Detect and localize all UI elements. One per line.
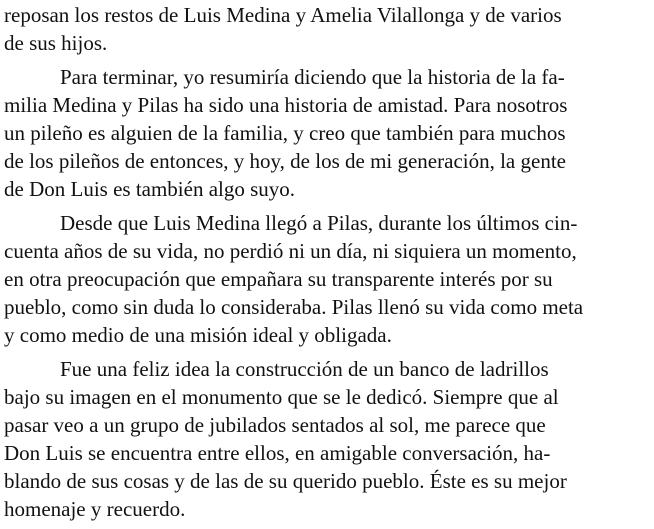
text-line: blando de sus cosas y de las de su querido pueblo. Éste es su mejor [4, 469, 567, 493]
text-line: reposan los restos de Luis Medina y Amelia Vilallonga y de varios [4, 3, 562, 27]
text-line: de Don Luis es también algo suyo. [4, 177, 296, 201]
text-line: de los pileños de entonces, y hoy, de los de mi generación, la gente [4, 149, 566, 173]
text-line: Don Luis se encuentra entre ellos, en amigable conversación, ha- [4, 441, 551, 465]
paragraph-first-line: Fue una feliz idea la construcción de un banco de ladrillos [60, 357, 549, 381]
text-line: un pileño es alguien de la familia, y creo que también para muchos [4, 121, 566, 145]
text-line: homenaje y recuerdo. [4, 497, 186, 521]
text-line: de sus hijos. [4, 31, 108, 55]
text-line: y como medio de una misión ideal y obligada. [4, 323, 392, 347]
text-line: cuenta años de su vida, no perdió ni un día, ni siquiera un momento, [4, 239, 577, 263]
text-line: bajo su imagen en el monumento que se le dedicó. Siempre que al [4, 385, 559, 409]
text-line: milia Medina y Pilas ha sido una historia de amistad. Para nosotros [4, 93, 568, 117]
paragraph-first-line: Para terminar, yo resumiría diciendo que la historia de la fa- [60, 65, 565, 89]
text-line: pueblo, como sin duda lo consideraba. Pilas llenó su vida como meta [4, 295, 584, 319]
paragraph-first-line: Desde que Luis Medina llegó a Pilas, durante los últimos cin- [60, 211, 578, 235]
text-line: pasar veo a un grupo de jubilados sentados al sol, me parece que [4, 413, 546, 437]
text-line: en otra preocupación que empañara su transparente interés por su [4, 267, 553, 291]
